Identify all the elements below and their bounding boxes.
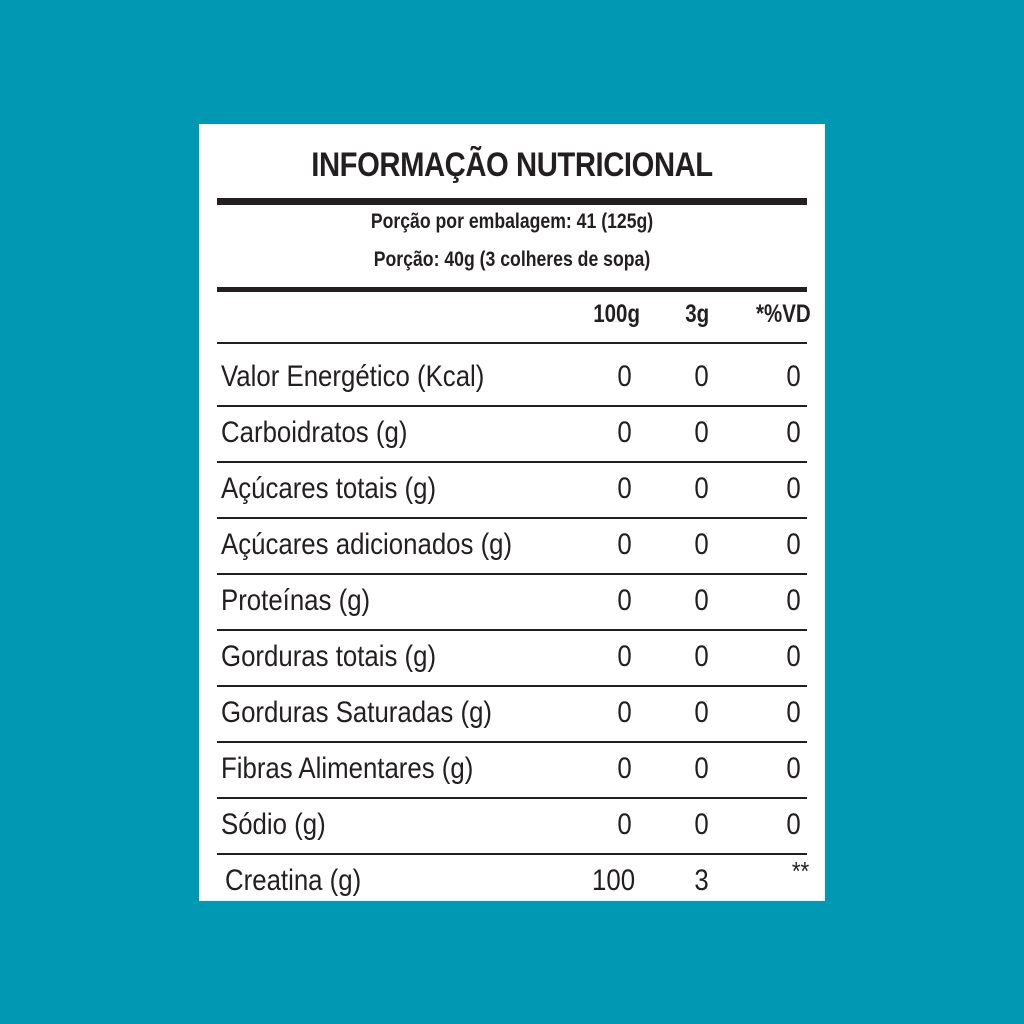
row-value-vd: ** [791, 856, 809, 886]
row-value-3g: 0 [694, 472, 709, 505]
row-value-vd: 0 [786, 808, 801, 841]
table-row [199, 576, 825, 632]
row-label: Fibras Alimentares (g) [221, 752, 474, 785]
row-value-100g: 0 [617, 752, 632, 785]
row-label: Sódio (g) [221, 808, 326, 841]
row-value-100g: 0 [617, 696, 632, 729]
row-value-vd: 0 [786, 528, 801, 561]
row-value-3g: 0 [694, 640, 709, 673]
row-value-3g: 3 [694, 864, 709, 897]
row-value-3g: 0 [694, 528, 709, 561]
row-value-100g: 0 [617, 416, 632, 449]
row-label: Gorduras totais (g) [221, 640, 437, 673]
row-value-100g: 0 [617, 528, 632, 561]
table-row [199, 744, 825, 800]
row-value-3g: 0 [694, 416, 709, 449]
row-value-100g: 100 [591, 864, 635, 897]
row-value-vd: 0 [786, 640, 801, 673]
row-divider [217, 405, 807, 407]
row-value-3g: 0 [694, 808, 709, 841]
row-value-vd: 0 [786, 416, 801, 449]
row-label: Valor Energético (Kcal) [221, 360, 485, 393]
row-value-100g: 0 [617, 584, 632, 617]
row-value-vd: 0 [786, 584, 801, 617]
row-value-vd: 0 [786, 752, 801, 785]
row-label: Proteínas (g) [221, 584, 371, 617]
column-header-3g: 3g [685, 300, 709, 328]
row-divider [217, 685, 807, 687]
nutrition-facts-panel [199, 124, 825, 901]
nutrition-title: INFORMAÇÃO NUTRICIONAL [311, 146, 713, 184]
table-row [199, 352, 825, 408]
row-value-vd: 0 [786, 472, 801, 505]
row-label: Gorduras Saturadas (g) [221, 696, 493, 729]
row-divider [217, 461, 807, 463]
row-value-100g: 0 [617, 472, 632, 505]
row-label: Açúcares totais (g) [221, 472, 437, 505]
row-divider [217, 573, 807, 575]
row-label: Carboidratos (g) [221, 416, 408, 449]
serving-per-package: Porção por embalagem: 41 (125g) [370, 210, 654, 233]
column-header-vd: *%VD [756, 300, 811, 328]
row-value-3g: 0 [694, 752, 709, 785]
row-divider [217, 629, 807, 631]
row-label: Creatina (g) [225, 864, 362, 897]
row-divider [217, 517, 807, 519]
table-row [199, 856, 825, 912]
row-value-3g: 0 [694, 360, 709, 393]
row-label: Açúcares adicionados (g) [221, 528, 513, 561]
serving-portion: Porção: 40g (3 colheres de sopa) [373, 248, 651, 271]
column-header-100g: 100g [593, 300, 640, 328]
table-row [199, 632, 825, 688]
row-value-100g: 0 [617, 360, 632, 393]
row-value-100g: 0 [617, 808, 632, 841]
table-row [199, 464, 825, 520]
row-value-100g: 0 [617, 640, 632, 673]
table-row [199, 688, 825, 744]
row-divider [217, 853, 807, 855]
row-value-3g: 0 [694, 696, 709, 729]
row-divider [217, 741, 807, 743]
row-value-3g: 0 [694, 584, 709, 617]
serving-divider [217, 287, 807, 292]
table-row [199, 408, 825, 464]
row-value-vd: 0 [786, 360, 801, 393]
header-divider [217, 342, 807, 344]
table-row [199, 800, 825, 856]
title-divider [217, 198, 807, 205]
row-divider [217, 797, 807, 799]
table-row [199, 520, 825, 576]
row-value-vd: 0 [786, 696, 801, 729]
